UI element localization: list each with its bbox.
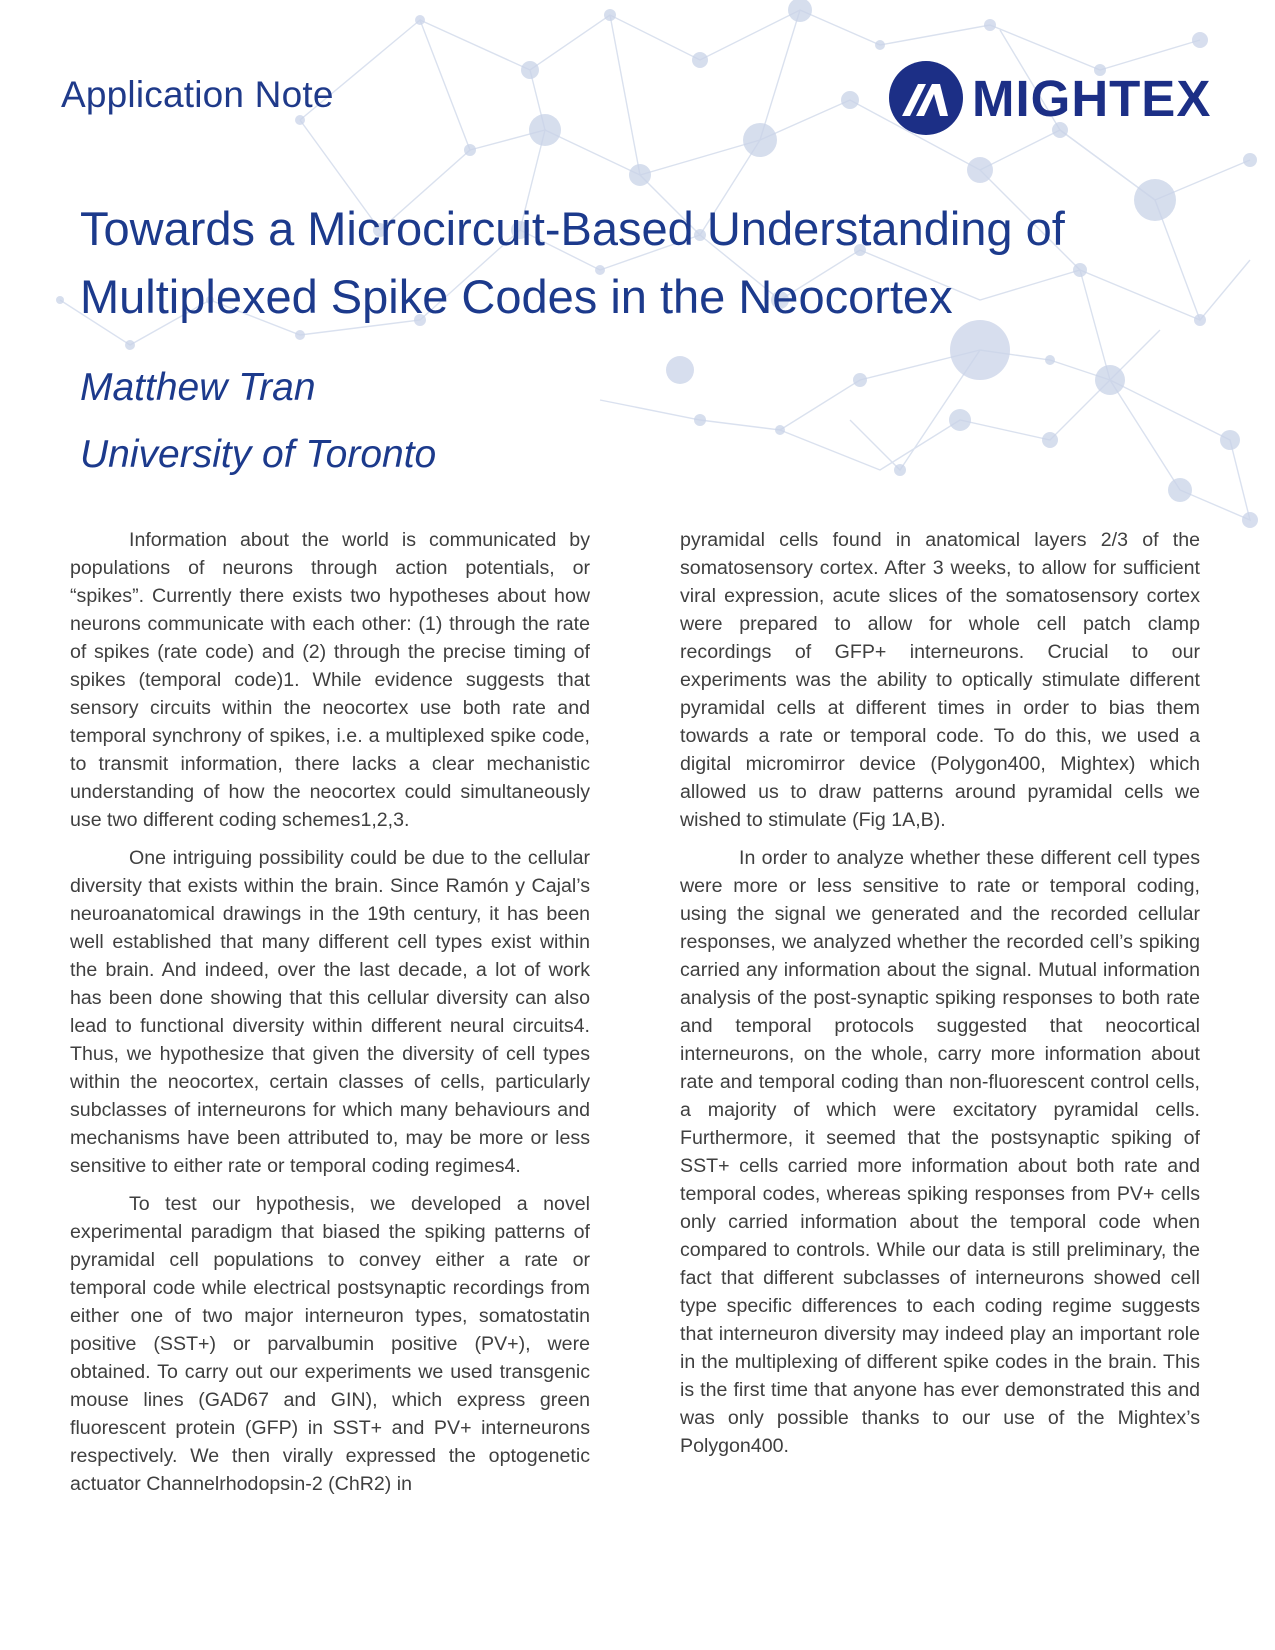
title-line-1: Towards a Microcircuit-Based Understanding of (80, 202, 1065, 255)
author-name: Matthew Tran (80, 366, 316, 409)
paragraph-continued: pyramidal cells found in anatomical layers 2/3 of the somatosensory cortex. After 3 weeks, to allow for sufficient viral expression, acute slices of the somatosensory cortex were prepared to allow for whole cell patch clamp recordings of GFP+ interneurons. Crucial to our experiments was the ability to optically stimulate different pyramidal cells at different times in order to bias them towards a rate or temporal code. To do this, we used a digital micromirror device (Polygon400, Mightex) which allowed us to draw patterns around pyramidal cells we wished to stimulate (Fig 1A,B). (680, 529, 1200, 831)
mightex-logo-mark-icon (888, 60, 964, 136)
body-column-left (70, 526, 590, 1508)
paragraph: To test our hypothesis, we developed a novel experimental paradigm that biased the spiking patterns of pyramidal cell populations to convey either a rate or temporal code while electrical postsynaptic recordings from either one of two major interneuron types, somatostatin positive (SST+) or parvalbumin positive (PV+), were obtained. To carry out our experiments we used transgenic mouse lines (GAD67 and GIN), which express green fluorescent protein (GFP) in SST+ and PV+ interneurons respectively. We then virally expressed the optogenetic actuator Channelrhodopsin-2 (ChR2) in (70, 1193, 590, 1495)
paragraph: Information about the world is communicated by populations of neurons through action potentials, or “spikes”. Currently there exists two hypotheses about how neurons communicate with each other: (1) through the rate of spikes (rate code) and (2) through the precise timing of spikes (temporal code)1. While evidence suggests that sensory circuits within the neocortex use both rate and temporal synchrony of spikes, i.e. a multiplexed spike code, to transmit information, there lacks a clear mechanistic understanding of how the neocortex could simultaneously use two different coding schemes1,2,3. (70, 529, 590, 831)
body-column-right (680, 526, 1200, 1470)
author-affiliation: University of Toronto (80, 433, 437, 476)
application-note-label: Application Note (61, 74, 334, 115)
mightex-wordmark: MIGHTEX (972, 69, 1212, 127)
paragraph: In order to analyze whether these different cell types were more or less sensitive to rate or temporal coding, using the signal we generated and the recorded cellular responses, we analyzed whether the recorded cell’s spiking carried any information about the signal. Mutual information analysis of the post-synaptic spiking responses to both rate and temporal protocols suggested that neocortical interneurons, on the whole, carry more information about rate and temporal coding than non-fluorescent control cells, a majority of which were excitatory pyramidal cells. Furthermore, it seemed that the postsynaptic spiking of SST+ cells carried more information about both rate and temporal codes, whereas spiking responses from PV+ cells only carried information about the temporal code when compared to controls. While our data is still preliminary, the fact that different subclasses of interneurons showed cell type specific differences to each coding regime suggests that interneuron diversity may indeed play an important role in the multiplexing of different spike codes in the brain. This is the first time that anyone has ever demonstrated this and was only possible thanks to our use of the Mightex’s Polygon400. (680, 847, 1200, 1457)
title-line-2: Multiplexed Spike Codes in the Neocortex (80, 270, 953, 323)
article-title (80, 195, 1200, 331)
paragraph: One intriguing possibility could be due to the cellular diversity that exists within the brain. Since Ramón y Cajal’s neuroanatomical drawings in the 19th century, it has been well established that many different cell types exist within the brain. And indeed, over the last decade, a lot of work has been done showing that this cellular diversity can also lead to functional diversity within different neural circuits4. Thus, we hypothesize that given the diversity of cell types within the neocortex, certain classes of cells, particularly subclasses of interneurons for which many behaviours and mechanisms have been attributed to, may be more or less sensitive to either rate or temporal coding regimes4. (70, 847, 590, 1177)
mightex-logo (888, 58, 1211, 138)
